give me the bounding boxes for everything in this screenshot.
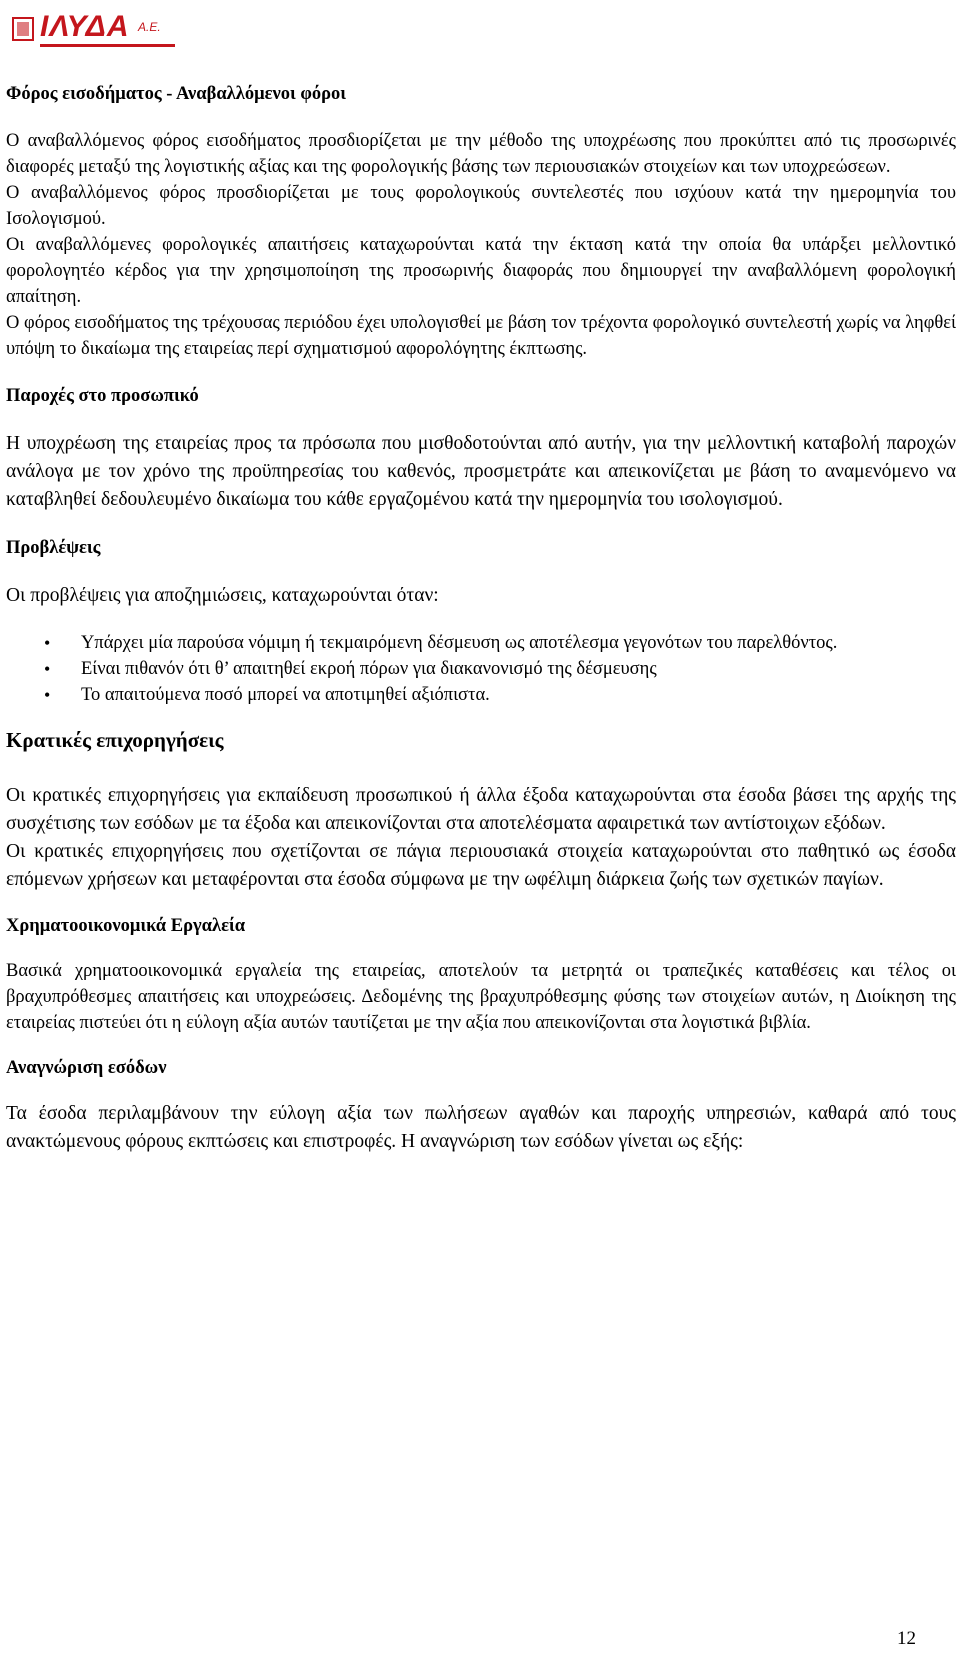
logo-suffix: Α.Ε. [138,20,161,34]
list-item: • Είναι πιθανόν ότι θ’ απαιτηθεί εκροή πόρων για διακανονισμό της δέσμευσης [6,656,956,682]
revenue-paragraph: Τα έσοδα περιλαμβάνουν την εύλογη αξία των πωλήσεων αγαθών και παροχής υπηρεσιών, καθαρά από τους ανακτώμενους φόρους εκπτώσεις και επιστροφές. Η αναγνώριση των εσόδων γίνεται ως εξής: [6,1103,956,1152]
tax-paragraph: Ο φόρος εισοδήματος της τρέχουσας περιόδου έχει υπολογισθεί με βάση τον τρέχοντα φορολογικό συντελεστή χωρίς να ληφθεί υπόψη το δικαίωμα της εταιρείας περί σχηματισμού αφορολόγητης έκπτωσης. [6,313,956,359]
tax-paragraph: Ο αναβαλλόμενος φόρος προσδιορίζεται με τους φορολογικούς συντελεστές που ισχύουν κατά την ημερομηνία του Ισολογισμού. [6,183,956,229]
company-logo [12,10,177,50]
section-title-revenue: Αναγνώριση εσόδων [6,1058,167,1078]
section-title-grants: Κρατικές επιχορηγήσεις [6,728,224,752]
logo-underline [40,44,175,47]
section-title-staff: Παροχές στο προσωπικό [6,386,199,406]
provisions-list [6,630,956,708]
list-item: • Υπάρχει μία παρούσα νόμιμη ή τεκμαιρόμενη δέσμευση ως αποτέλεσμα γεγονότων του παρελθόντος. [6,630,956,656]
tax-paragraph: Οι αναβαλλόμενες φορολογικές απαιτήσεις καταχωρούνται κατά την έκταση κατά την οποία θα υπάρξει μελλοντικό φορολογητέο κέρδος για την χρησιμοποίηση της προσωρινής διαφοράς που δημιουργεί την αναβαλλόμενη φορολογική απαίτηση. [6,235,956,307]
document-body [6,82,956,1156]
section-title-provisions: Προβλέψεις [6,538,101,558]
tax-paragraph: Ο αναβαλλόμενος φόρος εισοδήματος προσδιορίζεται με την μέθοδο της υποχρέωσης που προκύπτει από τις προσωρινές διαφορές μεταξύ της λογιστικής αξίας και της φορολογικής βάσης των περιουσιακών στοιχείων και των υποχρεώσεων. [6,131,956,177]
provisions-intro: Οι προβλέψεις για αποζημιώσεις, καταχωρούνται όταν: [6,585,439,606]
grants-paragraph: Οι κρατικές επιχορηγήσεις για εκπαίδευση προσωπικού ή άλλα έξοδα καταχωρούνται στα έσοδα βάσει της αρχής της συσχέτισης των εσόδων με τα έξοδα και απεικονίζονται στα αποτελέσματα αφαιρετικά των αντίστοιχων εξόδων. [6,785,956,834]
section-title-instruments: Χρηματοοικονομικά Εργαλεία [6,916,246,936]
page-number: 12 [897,1628,916,1649]
list-item: • Το απαιτούμενα ποσό μπορεί να αποτιμηθεί αξιόπιστα. [6,682,956,708]
instruments-paragraph: Βασικά χρηματοοικονομικά εργαλεία της εταιρείας, αποτελούν τα μετρητά οι τραπεζικές καταθέσεις και τέλος οι βραχυπρόθεσμες απαιτήσεις και υποχρεώσεις. Δεδομένης της βραχυπρόθεσμης φύσης των στοιχείων αυτών, η Διοίκηση της εταιρείας πιστεύει ότι η εύλογη αξία αυτών ταυτίζεται με την αξία που απεικονίζονται στα λογιστικά βιβλία. [6,961,956,1033]
grants-paragraph: Οι κρατικές επιχορηγήσεις που σχετίζονται σε πάγια περιουσιακά στοιχεία καταχωρούνται στο παθητικό ως έσοδα επόμενων χρήσεων και μεταφέρονται στα έσοδα σύμφωνα με την ωφέλιμη διάρκεια ζωής των σχετικών παγίων. [6,841,956,890]
staff-paragraph: Η υποχρέωση της εταιρείας προς τα πρόσωπα που μισθοδοτούνται από αυτήν, για την μελλοντική καταβολή παροχών ανάλογα με τον χρόνο της προϋπηρεσίας του καθενός, προσμετράτε και απεικονίζεται με βάση το αναμενόμενο να καταβληθεί δεδουλευμένο δικαίωμα του κάθε εργαζομένου κατά την ημερομηνία του ισολογισμού. [6,433,956,510]
section-title-tax: Φόρος εισοδήματος - Αναβαλλόμενοι φόροι [6,84,347,104]
logo-text: ΙΛΥΔΑ [40,10,130,43]
logo-mark-icon [12,16,34,42]
